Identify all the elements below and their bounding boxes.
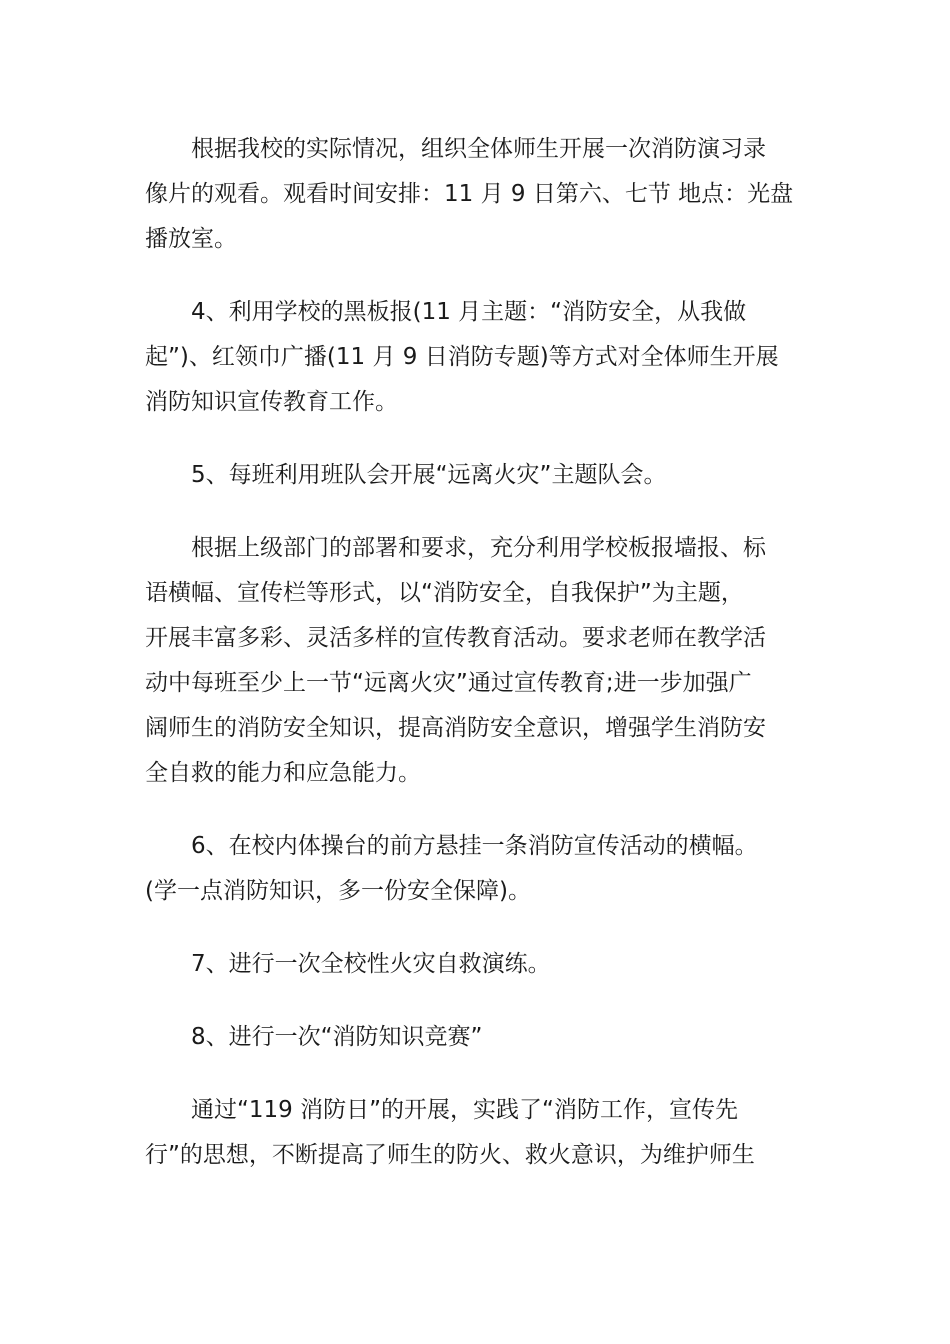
paragraph-line: 根据上级部门的部署和要求，充分利用学校板报墙报、标 — [191, 535, 766, 561]
paragraph-line: 消防知识宣传教育工作。 — [145, 389, 398, 415]
paragraph-1 — [145, 127, 810, 262]
paragraph-line: 4、利用学校的黑板报(11 月主题：“消防安全，从我做 — [191, 299, 747, 325]
paragraph-line: 行”的思想，不断提高了师生的防火、救火意识，为维护师生 — [145, 1142, 755, 1168]
paragraph-line: 全自救的能力和应急能力。 — [145, 760, 421, 786]
paragraph-line: 8、进行一次“消防知识竞赛” — [191, 1024, 483, 1050]
paragraph-line: 7、进行一次全校性火灾自救演练。 — [191, 951, 551, 977]
paragraph-line: 开展丰富多彩、灵活多样的宣传教育活动。要求老师在教学活 — [145, 625, 766, 651]
paragraph-line: 5、每班利用班队会开展“远离火灾”主题队会。 — [191, 462, 667, 488]
paragraph-6 — [145, 942, 810, 987]
paragraph-line: 通过“119 消防日”的开展，实践了“消防工作，宣传先 — [191, 1097, 738, 1123]
paragraph-5 — [145, 824, 810, 914]
paragraph-line: 阔师生的消防安全知识，提高消防安全意识，增强学生消防安 — [145, 715, 766, 741]
paragraph-line: (学一点消防知识，多一份安全保障)。 — [145, 878, 531, 904]
paragraph-7 — [145, 1015, 810, 1060]
document-body — [145, 127, 810, 1206]
paragraph-line: 6、在校内体操台的前方悬挂一条消防宣传活动的横幅。 — [191, 833, 758, 859]
paragraph-3 — [145, 453, 810, 498]
paragraph-line: 根据我校的实际情况，组织全体师生开展一次消防演习录 — [191, 136, 766, 162]
paragraph-2 — [145, 290, 810, 425]
paragraph-line: 语横幅、宣传栏等形式，以“消防安全，自我保护”为主题， — [145, 580, 744, 606]
paragraph-line: 播放室。 — [145, 226, 237, 252]
paragraph-line: 起”)、红领巾广播(11 月 9 日消防专题)等方式对全体师生开展 — [145, 344, 779, 370]
paragraph-line: 动中每班至少上一节“远离火灾”通过宣传教育;进一步加强广 — [145, 670, 752, 696]
paragraph-line: 像片的观看。观看时间安排：11 月 9 日第六、七节 地点：光盘 — [145, 181, 794, 207]
paragraph-8 — [145, 1088, 810, 1178]
paragraph-4 — [145, 526, 810, 796]
